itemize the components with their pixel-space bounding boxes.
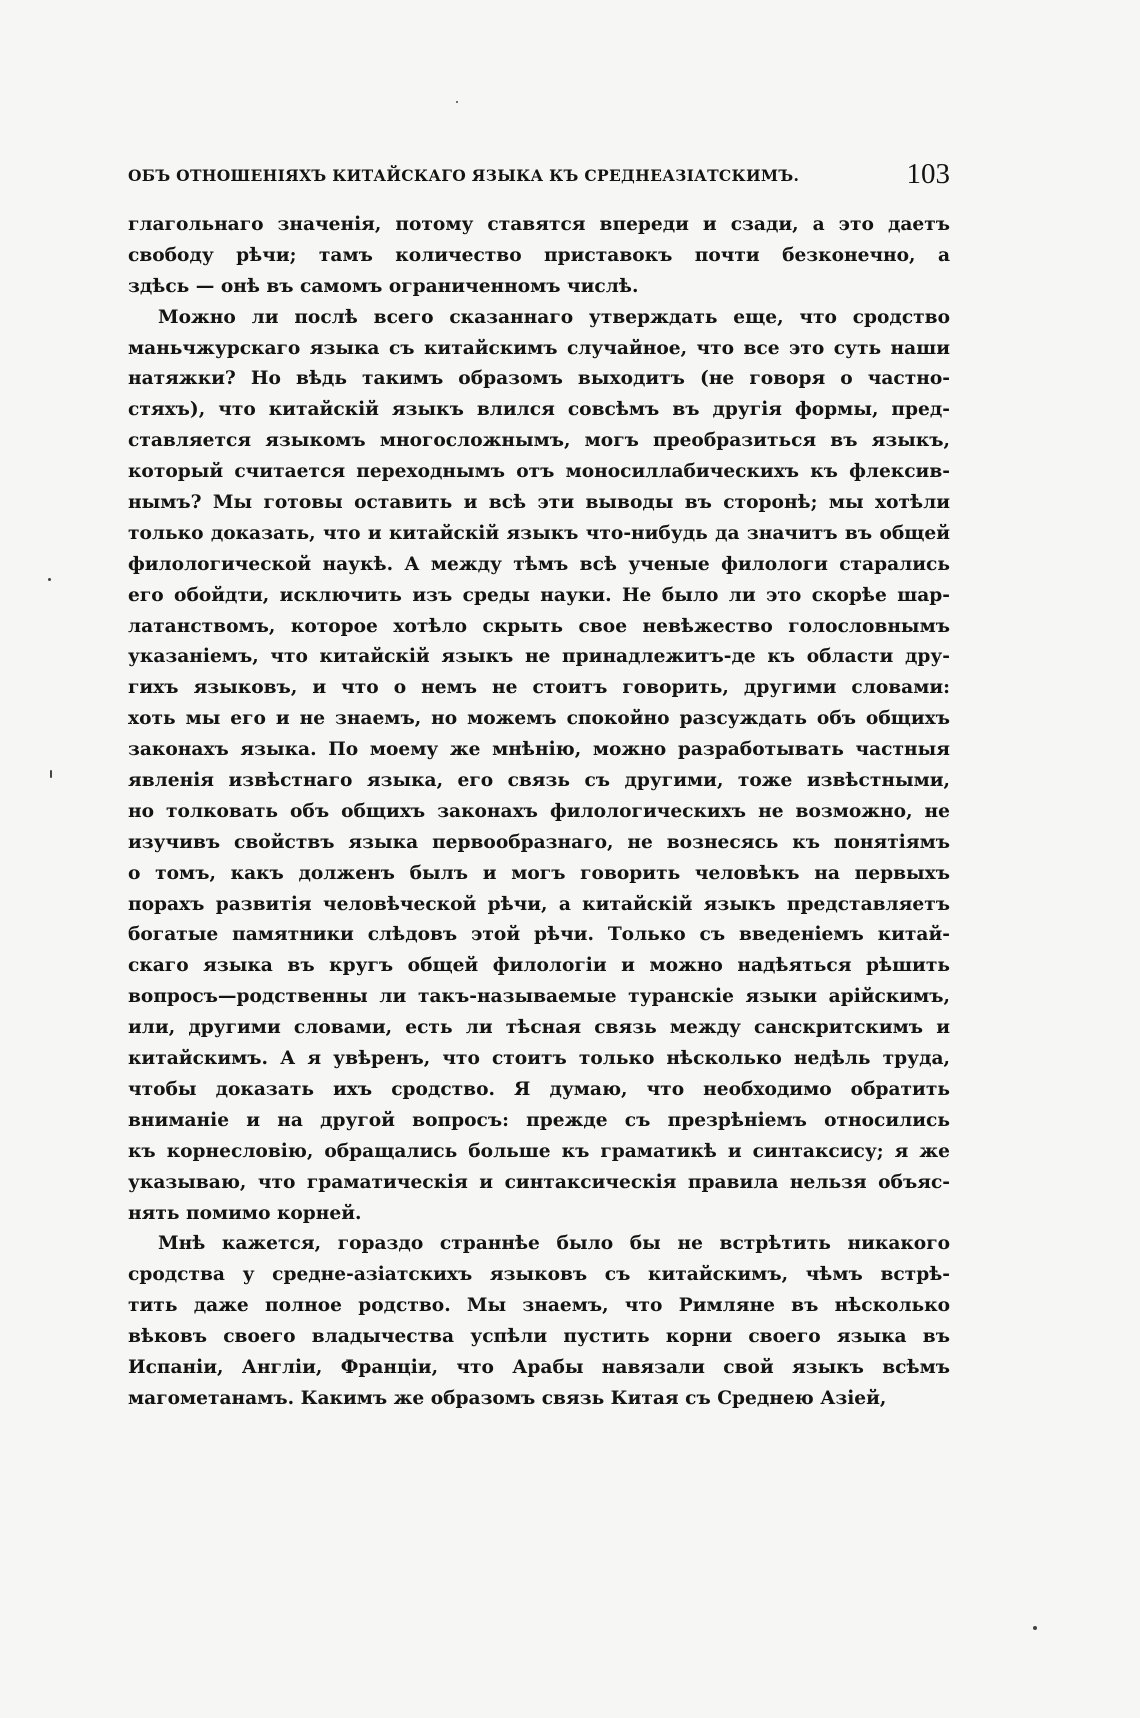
text-line: гихъ языковъ, и что о немъ не стоитъ говорить, другими словами: xyxy=(128,677,950,699)
text-line: вниманіе и на другой вопросъ: прежде съ презрѣніемъ относились xyxy=(128,1109,950,1131)
page-header xyxy=(128,158,950,194)
text-line: порахъ развитія человѣческой рѣчи, а китайскій языкъ представляетъ xyxy=(128,893,950,915)
paragraph xyxy=(128,210,950,303)
running-head: ОБЪ ОТНОШЕНІЯХЪ КИТАЙСКАГО ЯЗЫКА КЪ СРЕДНЕАЗІАТСКИМЪ. xyxy=(128,166,800,185)
text-line: явленія извѣстнаго языка, его связь съ другими, тоже извѣстными, xyxy=(128,770,950,792)
text-line: тить даже полное родство. Мы знаемъ, что Римляне въ нѣсколько xyxy=(128,1295,950,1317)
text-line: законахъ языка. По моему же мнѣнію, можно разработывать частныя xyxy=(128,739,950,761)
text-line: о томъ, какъ долженъ былъ и могъ говорить человѣкъ на первыхъ xyxy=(128,862,950,884)
text-line: китайскимъ. А я увѣренъ, что стоитъ только нѣсколько недѣль труда, xyxy=(128,1048,950,1070)
text-line: только доказать, что и китайскій языкъ что-нибудь да значитъ въ общей xyxy=(128,522,950,544)
text-line: указываю, что граматическія и синтаксическія правила нельзя объяс- xyxy=(128,1171,950,1193)
text-line: изучивъ свойствъ языка первообразнаго, не вознесясь къ понятіямъ xyxy=(128,831,950,853)
text-line: его обойдти, исключить изъ среды науки. Не было ли это скорѣе шар- xyxy=(128,584,950,606)
text-line: магометанамъ. Какимъ же образомъ связь Китая съ Среднею Азіей, xyxy=(128,1387,887,1409)
page-body xyxy=(128,210,950,1415)
text-line: богатые памятники слѣдовъ этой рѣчи. Только съ введеніемъ китай- xyxy=(128,924,950,946)
text-line: Испаніи, Англіи, Франціи, что Арабы навязали свой языкъ всѣмъ xyxy=(128,1356,950,1378)
text-line: но толковать объ общихъ законахъ филологическихъ не возможно, не xyxy=(128,800,950,822)
scan-speck xyxy=(456,101,458,103)
text-line: глагольнаго значенія, потому ставятся впереди и сзади, а это даетъ xyxy=(128,214,950,235)
text-line: сродства у средне-азіатскихъ языковъ съ китайскимъ, чѣмъ встрѣ- xyxy=(128,1264,950,1286)
scan-speck xyxy=(1033,1626,1037,1630)
text-line: хоть мы его и не знаемъ, но можемъ спокойно разсуждать объ общихъ xyxy=(128,708,950,730)
text-line: или, другими словами, есть ли тѣсная связь между санскритскимъ и xyxy=(128,1017,950,1039)
text-line: здѣсь — онѣ въ самомъ ограниченномъ числѣ. xyxy=(128,275,639,297)
scan-speck xyxy=(48,578,51,581)
text-line: Мнѣ кажется, гораздо страннѣе было бы не встрѣтить никакого xyxy=(158,1233,950,1255)
text-line: филологической наукѣ. А между тѣмъ всѣ ученые филологи старались xyxy=(128,553,950,575)
text-line: нять помимо корней. xyxy=(128,1202,362,1224)
text-line: маньчжурскаго языка съ китайскимъ случайное, что все это суть наши xyxy=(128,337,950,359)
text-line: вѣковъ своего владычества успѣли пустить корни своего языка въ xyxy=(128,1326,950,1348)
text-line: который считается переходнымъ отъ моносиллабическихъ къ флексив- xyxy=(128,461,950,483)
page-number: 103 xyxy=(906,158,950,190)
text-line: Можно ли послѣ всего сказаннаго утверждать еще, что сродство xyxy=(158,306,950,328)
text-line: нымъ? Мы готовы оставить и всѣ эти выводы въ сторонѣ; мы хотѣли xyxy=(128,492,950,514)
text-line: ставляется языкомъ многосложнымъ, могъ преобразиться въ языкъ, xyxy=(128,430,950,452)
paragraph xyxy=(128,1229,950,1414)
text-line: скаго языка въ кругъ общей филологіи и можно надѣяться рѣшить xyxy=(128,955,950,977)
text-line: натяжки? Но вѣдь такимъ образомъ выходитъ (не говоря о частно- xyxy=(128,368,950,390)
paragraph xyxy=(128,303,950,1230)
scan-speck xyxy=(50,770,52,778)
text-line: вопросъ—родственны ли такъ-называемые туранскіе языки арійскимъ, xyxy=(128,986,950,1008)
text-line: латанствомъ, которое хотѣло скрыть свое невѣжество голословнымъ xyxy=(128,615,950,637)
text-line: чтобы доказать ихъ сродство. Я думаю, что необходимо обратить xyxy=(128,1078,950,1100)
text-line: указаніемъ, что китайскій языкъ не принадлежитъ-де къ области дру- xyxy=(128,646,950,668)
text-line: стяхъ), что китайскій языкъ влился совсѣмъ въ другія формы, пред- xyxy=(128,399,950,421)
text-line: свободу рѣчи; тамъ количество приставокъ почти безконечно, а xyxy=(128,244,950,266)
text-line: къ корнесловію, обращались больше къ граматикѣ и синтаксису; я же xyxy=(128,1140,950,1162)
